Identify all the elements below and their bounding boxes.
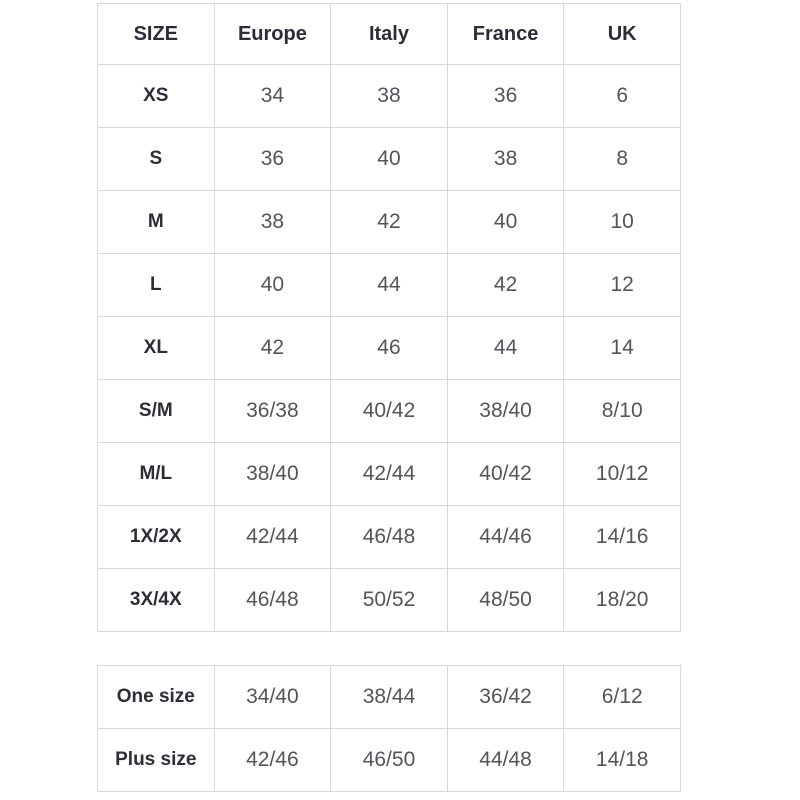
- cell-uk: 10/12: [564, 443, 681, 506]
- cell-uk: 12: [564, 254, 681, 317]
- table-row: [98, 65, 681, 128]
- cell-france: 36/42: [447, 666, 564, 729]
- cell-france: 44/46: [447, 506, 564, 569]
- table-row: [98, 666, 681, 729]
- row-label: One size: [98, 666, 215, 729]
- cell-europe: 42: [214, 317, 331, 380]
- cell-uk: 8: [564, 128, 681, 191]
- cell-italy: 50/52: [331, 569, 448, 632]
- cell-uk: 6: [564, 65, 681, 128]
- cell-france: 44: [447, 317, 564, 380]
- cell-uk: 14: [564, 317, 681, 380]
- table-row: [98, 380, 681, 443]
- table-row: [98, 569, 681, 632]
- table-row: [98, 254, 681, 317]
- cell-uk: 6/12: [564, 666, 681, 729]
- column-header-europe: Europe: [214, 4, 331, 65]
- row-label: S: [98, 128, 215, 191]
- cell-uk: 18/20: [564, 569, 681, 632]
- cell-france: 38/40: [447, 380, 564, 443]
- cell-italy: 42/44: [331, 443, 448, 506]
- cell-italy: 38/44: [331, 666, 448, 729]
- cell-france: 44/48: [447, 729, 564, 792]
- column-header-italy: Italy: [331, 4, 448, 65]
- row-label: L: [98, 254, 215, 317]
- column-header-uk: UK: [564, 4, 681, 65]
- cell-france: 36: [447, 65, 564, 128]
- row-label: Plus size: [98, 729, 215, 792]
- cell-italy: 44: [331, 254, 448, 317]
- cell-italy: 46/50: [331, 729, 448, 792]
- cell-uk: 10: [564, 191, 681, 254]
- cell-europe: 46/48: [214, 569, 331, 632]
- row-label: M: [98, 191, 215, 254]
- row-label: XS: [98, 65, 215, 128]
- table-row: [98, 506, 681, 569]
- cell-italy: 40/42: [331, 380, 448, 443]
- cell-europe: 40: [214, 254, 331, 317]
- column-header-france: France: [447, 4, 564, 65]
- row-label: 3X/4X: [98, 569, 215, 632]
- cell-europe: 34/40: [214, 666, 331, 729]
- cell-europe: 38/40: [214, 443, 331, 506]
- cell-europe: 36/38: [214, 380, 331, 443]
- cell-europe: 36: [214, 128, 331, 191]
- cell-italy: 38: [331, 65, 448, 128]
- cell-france: 40/42: [447, 443, 564, 506]
- row-label: XL: [98, 317, 215, 380]
- table-row: [98, 443, 681, 506]
- column-header-size: SIZE: [98, 4, 215, 65]
- row-label: 1X/2X: [98, 506, 215, 569]
- row-label: M/L: [98, 443, 215, 506]
- row-label: S/M: [98, 380, 215, 443]
- table-row: [98, 191, 681, 254]
- cell-france: 42: [447, 254, 564, 317]
- cell-europe: 42/44: [214, 506, 331, 569]
- cell-france: 48/50: [447, 569, 564, 632]
- size-chart-page: [97, 3, 681, 792]
- cell-europe: 34: [214, 65, 331, 128]
- cell-italy: 46: [331, 317, 448, 380]
- cell-italy: 42: [331, 191, 448, 254]
- header-row: [98, 4, 681, 65]
- cell-italy: 40: [331, 128, 448, 191]
- cell-europe: 42/46: [214, 729, 331, 792]
- table-row: [98, 729, 681, 792]
- table-row: [98, 317, 681, 380]
- cell-france: 38: [447, 128, 564, 191]
- cell-uk: 14/18: [564, 729, 681, 792]
- cell-uk: 14/16: [564, 506, 681, 569]
- cell-uk: 8/10: [564, 380, 681, 443]
- table-row: [98, 128, 681, 191]
- cell-italy: 46/48: [331, 506, 448, 569]
- cell-france: 40: [447, 191, 564, 254]
- cell-europe: 38: [214, 191, 331, 254]
- special-sizes-table: [97, 665, 681, 792]
- size-conversion-table: [97, 3, 681, 632]
